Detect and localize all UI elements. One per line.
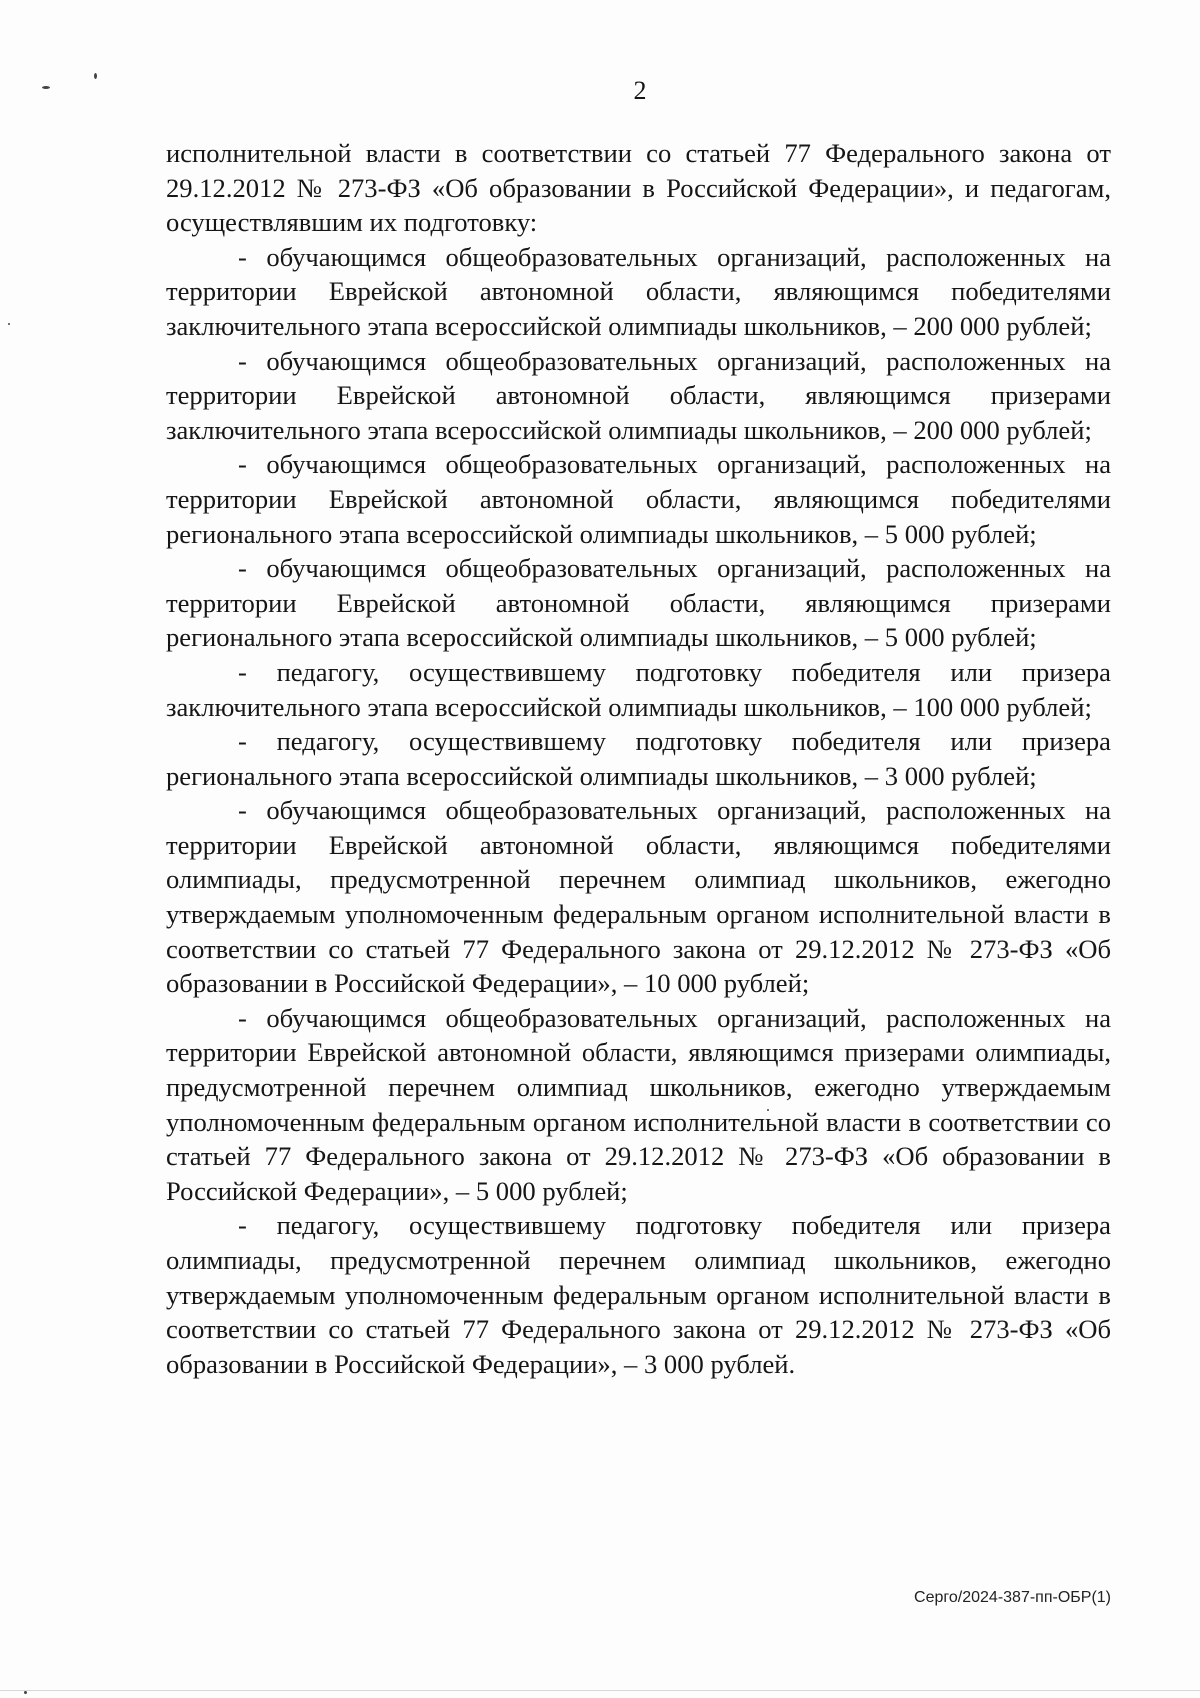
scan-speck	[24, 1691, 27, 1694]
list-item: - педагогу, осуществившему подготовку победителя или призера заключительного этапа всероссийской олимпиады школьников, – 100 000 рублей;	[166, 656, 1111, 722]
list-item: - обучающимся общеобразовательных организаций, расположенных на территории Еврейской автономной области, являющимся призерами заключительного этапа всероссийской олимпиады школьников, – 200 000 рублей;	[166, 345, 1111, 445]
page-number: 2	[633, 76, 647, 105]
list-item: - педагогу, осуществившему подготовку победителя или призера регионального этапа всероссийской олимпиады школьников, – 3 000 рублей;	[166, 726, 1111, 791]
intro-paragraph: исполнительной власти в соответствии со статьей 77 Федерального закона от 29.12.2012 № 273-ФЗ «Об образовании в Российской Федерации», и педагогам, осуществлявшим их подготовку:	[166, 138, 1111, 238]
list-item: - обучающимся общеобразовательных организаций, расположенных на территории Еврейской автономной области, являющимся призерами регионального этапа всероссийской олимпиады школьников, – 5 000 рублей;	[166, 553, 1111, 653]
scan-edge-line	[0, 1690, 1200, 1691]
scan-speck	[8, 323, 10, 325]
list-item: - обучающимся общеобразовательных организаций, расположенных на территории Еврейской автономной области, являющимся победителями олимпиады, предусмотренной перечнем олимпиад школьников, ежегодно утверждаемым уполномоченным федеральным органом исполнительной власти в соответствии со статьей 77 Федерального закона от 29.12.2012 № 273-ФЗ «Об образовании в Российской Федерации», – 10 000 рублей;	[166, 795, 1111, 999]
document-body	[166, 136, 1111, 1381]
list-item: - обучающимся общеобразовательных организаций, расположенных на территории Еврейской автономной области, являющимся победителями заключительного этапа всероссийской олимпиады школьников, – 200 000 рублей;	[166, 241, 1111, 341]
list-item: - обучающимся общеобразовательных организаций, расположенных на территории Еврейской автономной области, являющимся победителями регионального этапа всероссийской олимпиады школьников, – 5 000 рублей;	[166, 449, 1111, 549]
list-item: - педагогу, осуществившему подготовку победителя или призера олимпиады, предусмотренной перечнем олимпиад школьников, ежегодно утверждаемым уполномоченным федеральным органом исполнительной власти в соответствии со статьей 77 Федерального закона от 29.12.2012 № 273-ФЗ «Об образовании в Российской Федерации», – 3 000 рублей.	[166, 1210, 1111, 1379]
document-code: Серго/2024-387-пп-ОБР(1)	[914, 1589, 1111, 1606]
list-item: - обучающимся общеобразовательных организаций, расположенных на территории Еврейской автономной области, являющимся призерами олимпиады, предусмотренной перечнем олимпиад школьников, ежегодно утверждаемым уполномоченным федеральным органом исполнительной власти в соответствии со статьей 77 Федерального закона от 29.12.2012 № 273-ФЗ «Об образовании в Российской Федерации», – 5 000 рублей;	[166, 1002, 1111, 1206]
